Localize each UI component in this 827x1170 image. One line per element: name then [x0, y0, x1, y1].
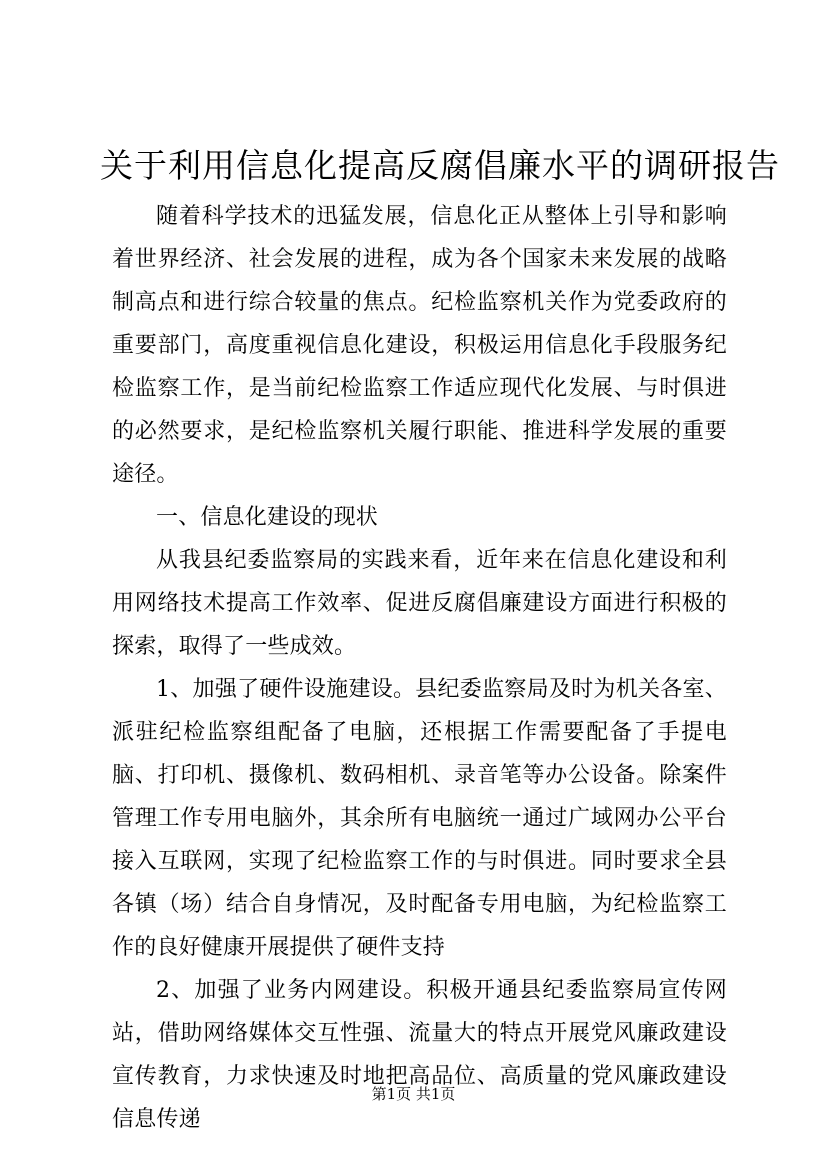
paragraph-hardware: 1、加强了硬件设施建设。县纪委监察局及时为机关各室、派驻纪检监察组配备了电脑，还根据工作需要配备了手提电脑、打印机、摄像机、数码相机、录音笔等办公设备。除案件管理工作专用电脑外，其余所有电脑统一通过广域网办公平台接入互联网，实现了纪检监察工作的与时俱进。同时要求全县各镇（场）结合自身情况，及时配备专用电脑，为纪检监察工作的良好健康开展提供了硬件支持 [112, 677, 727, 960]
paragraph-intranet: 2、加强了业务内网建设。积极开通县纪委监察局宣传网站，借助网络媒体交互性强、流量大的特点开展党风廉政建设宣传教育，力求快速及时地把高品位、高质量的党风廉政建设信息传递 [112, 978, 727, 1132]
document-body [112, 195, 727, 1141]
paragraph-practice: 从我县纪委监察局的实践来看，近年来在信息化建设和利用网络技术提高工作效率、促进反腐倡廉建设方面进行积极的探索，取得了一些成效。 [112, 548, 727, 659]
section-heading-status: 一、信息化建设的现状 [156, 505, 379, 530]
paragraph-intro: 随着科学技术的迅猛发展，信息化正从整体上引导和影响着世界经济、社会发展的进程，成为各个国家未来发展的战略制高点和进行综合较量的焦点。纪检监察机关作为党委政府的重要部门，高度重视信息化建设，积极运用信息化手段服务纪检监察工作，是当前纪检监察工作适应现代化发展、与时俱进的必然要求，是纪检监察机关履行职能、推进科学发展的重要途径。 [112, 204, 727, 487]
document-title: 关于利用信息化提高反腐倡廉水平的调研报告 [100, 146, 780, 185]
page-number-footer: 第1页 共1页 [371, 1085, 456, 1103]
